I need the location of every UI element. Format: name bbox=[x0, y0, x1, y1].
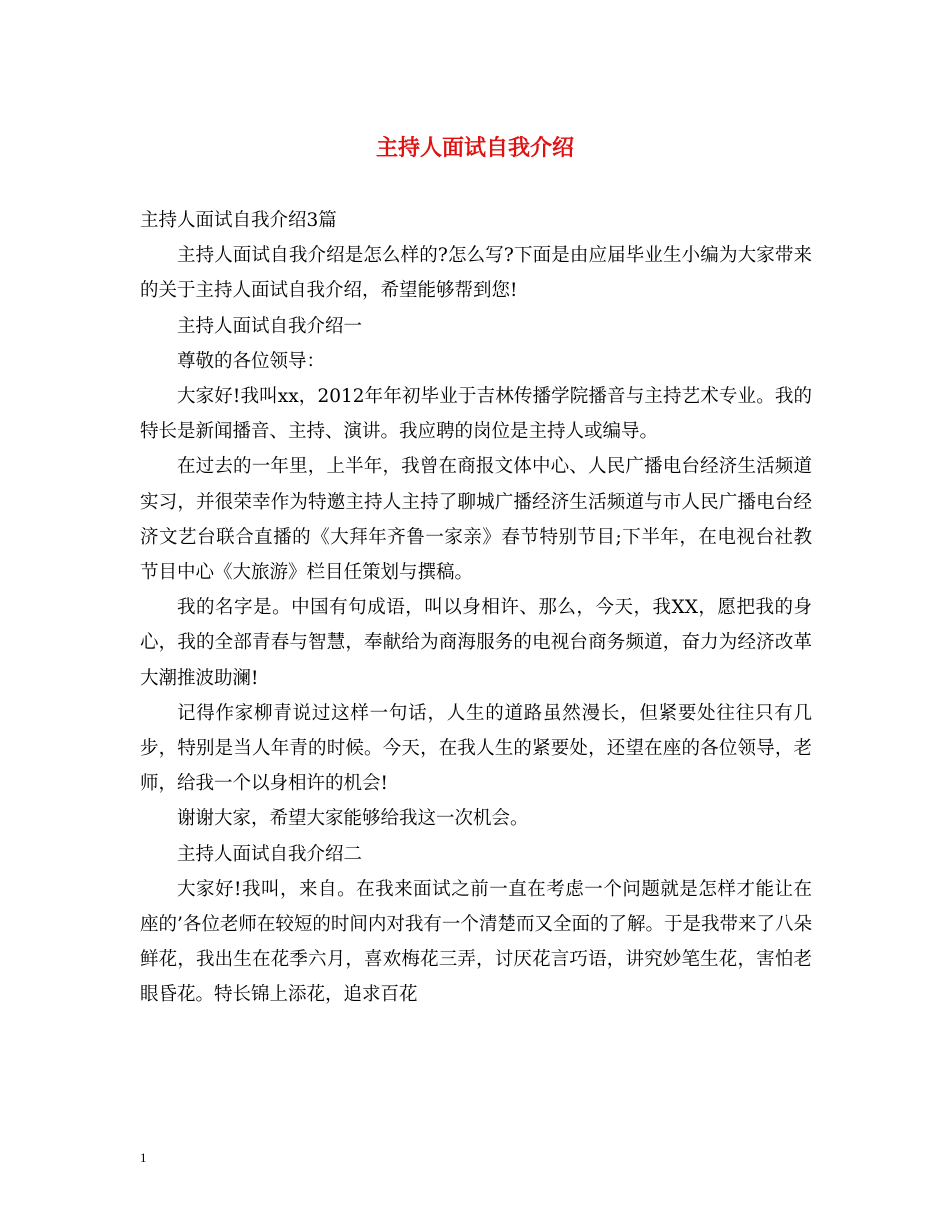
section-heading-1: 主持人面试自我介绍一 bbox=[177, 315, 363, 337]
paragraph-intro: 主持人面试自我介绍是怎么样的?怎么写?下面是由应届毕业生小编为大家带来的关于主持人面试自我介绍，希望能够帮到您! bbox=[140, 245, 812, 302]
paragraph: 大家好!我叫xx，2012年年初毕业于吉林传播学院播音与主持艺术专业。我的特长是新闻播音、主持、演讲。我应聘的岗位是主持人或编导。 bbox=[140, 386, 812, 443]
document-body bbox=[140, 203, 812, 1013]
page-number: 1 bbox=[140, 1150, 147, 1165]
document-subtitle: 主持人面试自我介绍3篇 bbox=[140, 210, 337, 231]
section-heading-2: 主持人面试自我介绍二 bbox=[177, 843, 363, 865]
paragraph: 记得作家柳青说过这样一句话，人生的道路虽然漫长，但紧要处往往只有几步，特别是当人年青的时候。今天，在我人生的紧要处，还望在座的各位领导，老师，给我一个以身相许的机会! bbox=[140, 702, 812, 795]
paragraph: 我的名字是。中国有句成语，叫以身相许、那么，今天，我XX，愿把我的身心，我的全部青春与智慧，奉献给为商海服务的电视台商务频道，奋力为经济改革大潮推波助澜! bbox=[140, 597, 812, 689]
paragraph: 大家好!我叫，来自。在我来面试之前一直在考虑一个问题就是怎样才能让在座的’各位老师在较短的时间内对我有一个清楚而又全面的了解。于是我带来了八朵鲜花，我出生在花季六月，喜欢梅花三弄，讨厌花言巧语，讲究妙笔生花，害怕老眼昏花。特长锦上添花，追求百花 bbox=[140, 878, 812, 1006]
closing-line: 谢谢大家，希望大家能够给我这一次机会。 bbox=[177, 808, 529, 830]
page-title: 主持人面试自我介绍 bbox=[375, 135, 574, 161]
salutation: 尊敬的各位领导： bbox=[177, 350, 326, 372]
paragraph: 在过去的一年里，上半年，我曾在商报文体中心、人民广播电台经济生活频道实习，并很荣幸作为特邀主持人主持了聊城广播经济生活频道与市人民广播电台经济文艺台联合直播的《大拜年齐鲁一家亲》春节特别节目;下半年，在电视台社教节目中心《大旅游》栏目任策划与撰稿。 bbox=[140, 456, 812, 584]
